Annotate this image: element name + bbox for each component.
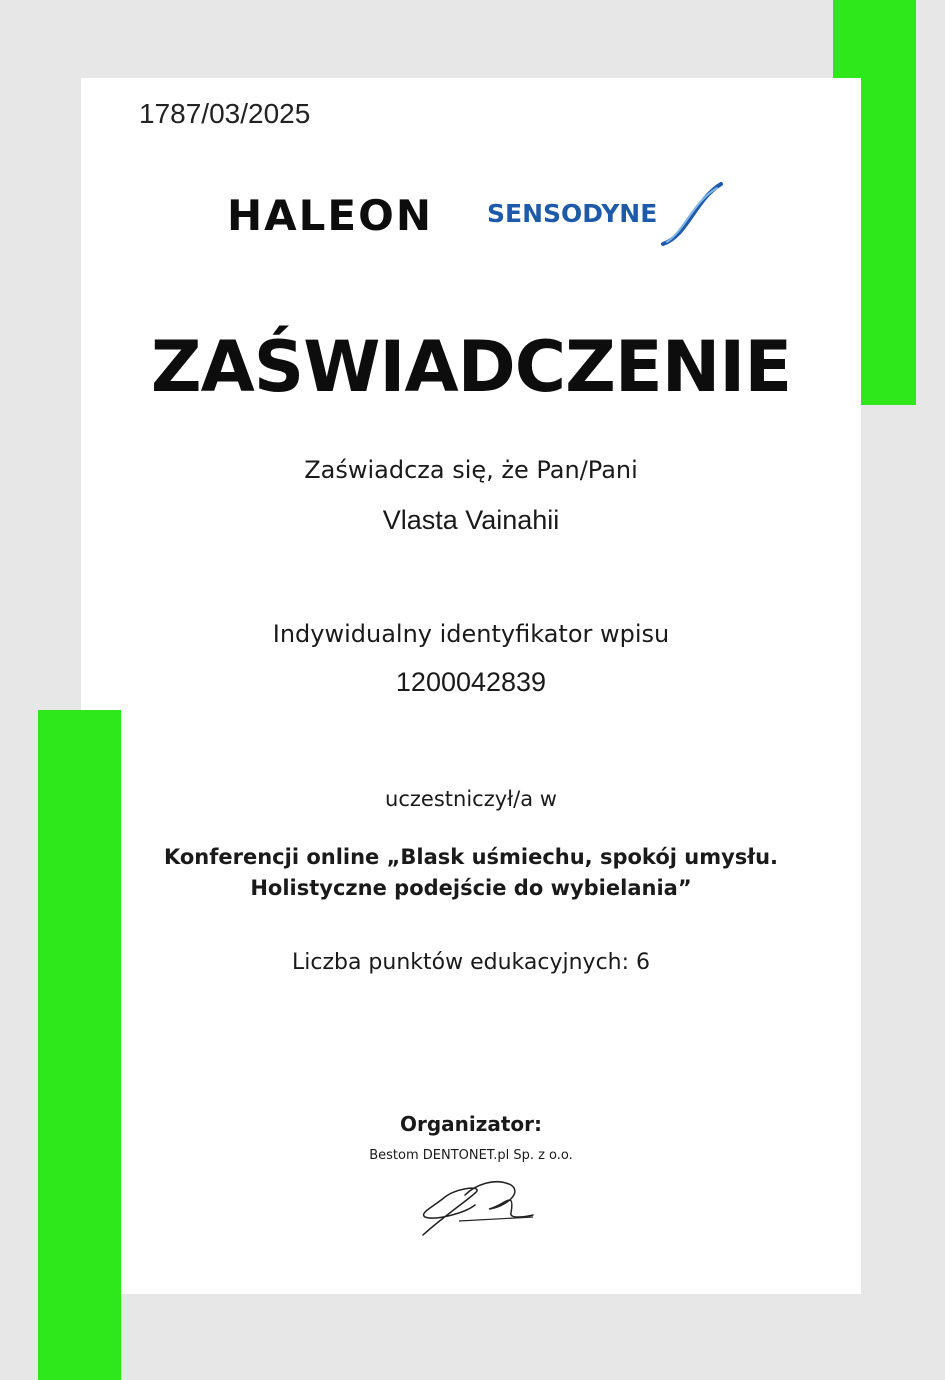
signature xyxy=(415,1175,540,1243)
haleon-logo xyxy=(227,190,439,240)
id-label: Indywidualny identyfikator wpisu xyxy=(272,620,670,648)
id-value: 1200042839 xyxy=(395,667,547,697)
participant-name: Vlasta Vainahii xyxy=(382,505,560,535)
intro-text: Zaświadcza się, że Pan/Pani xyxy=(304,456,638,484)
organizer-name: Bestom DENTONET.pl Sp. z o.o. xyxy=(369,1148,573,1163)
certificate-title: ZAŚWIADCZENIE xyxy=(150,326,792,408)
sensodyne-logo xyxy=(487,180,727,250)
certificate-number: 1787/03/2025 xyxy=(139,98,311,129)
conference-title xyxy=(81,842,861,904)
conference-title-line-2: Holistyczne podejście do wybielania” xyxy=(250,876,692,900)
svg-text:SENSODYNE: SENSODYNE xyxy=(487,199,658,228)
svg-text:HALEON: HALEON xyxy=(227,191,433,240)
conference-title-line-1: Konferencji online „Blask uśmiechu, spokój umysłu. xyxy=(163,845,779,869)
participation-text: uczestniczył/a w xyxy=(385,787,557,811)
organizer-label: Organizator: xyxy=(399,1112,543,1136)
education-points: Liczba punktów edukacyjnych: 6 xyxy=(291,950,651,975)
